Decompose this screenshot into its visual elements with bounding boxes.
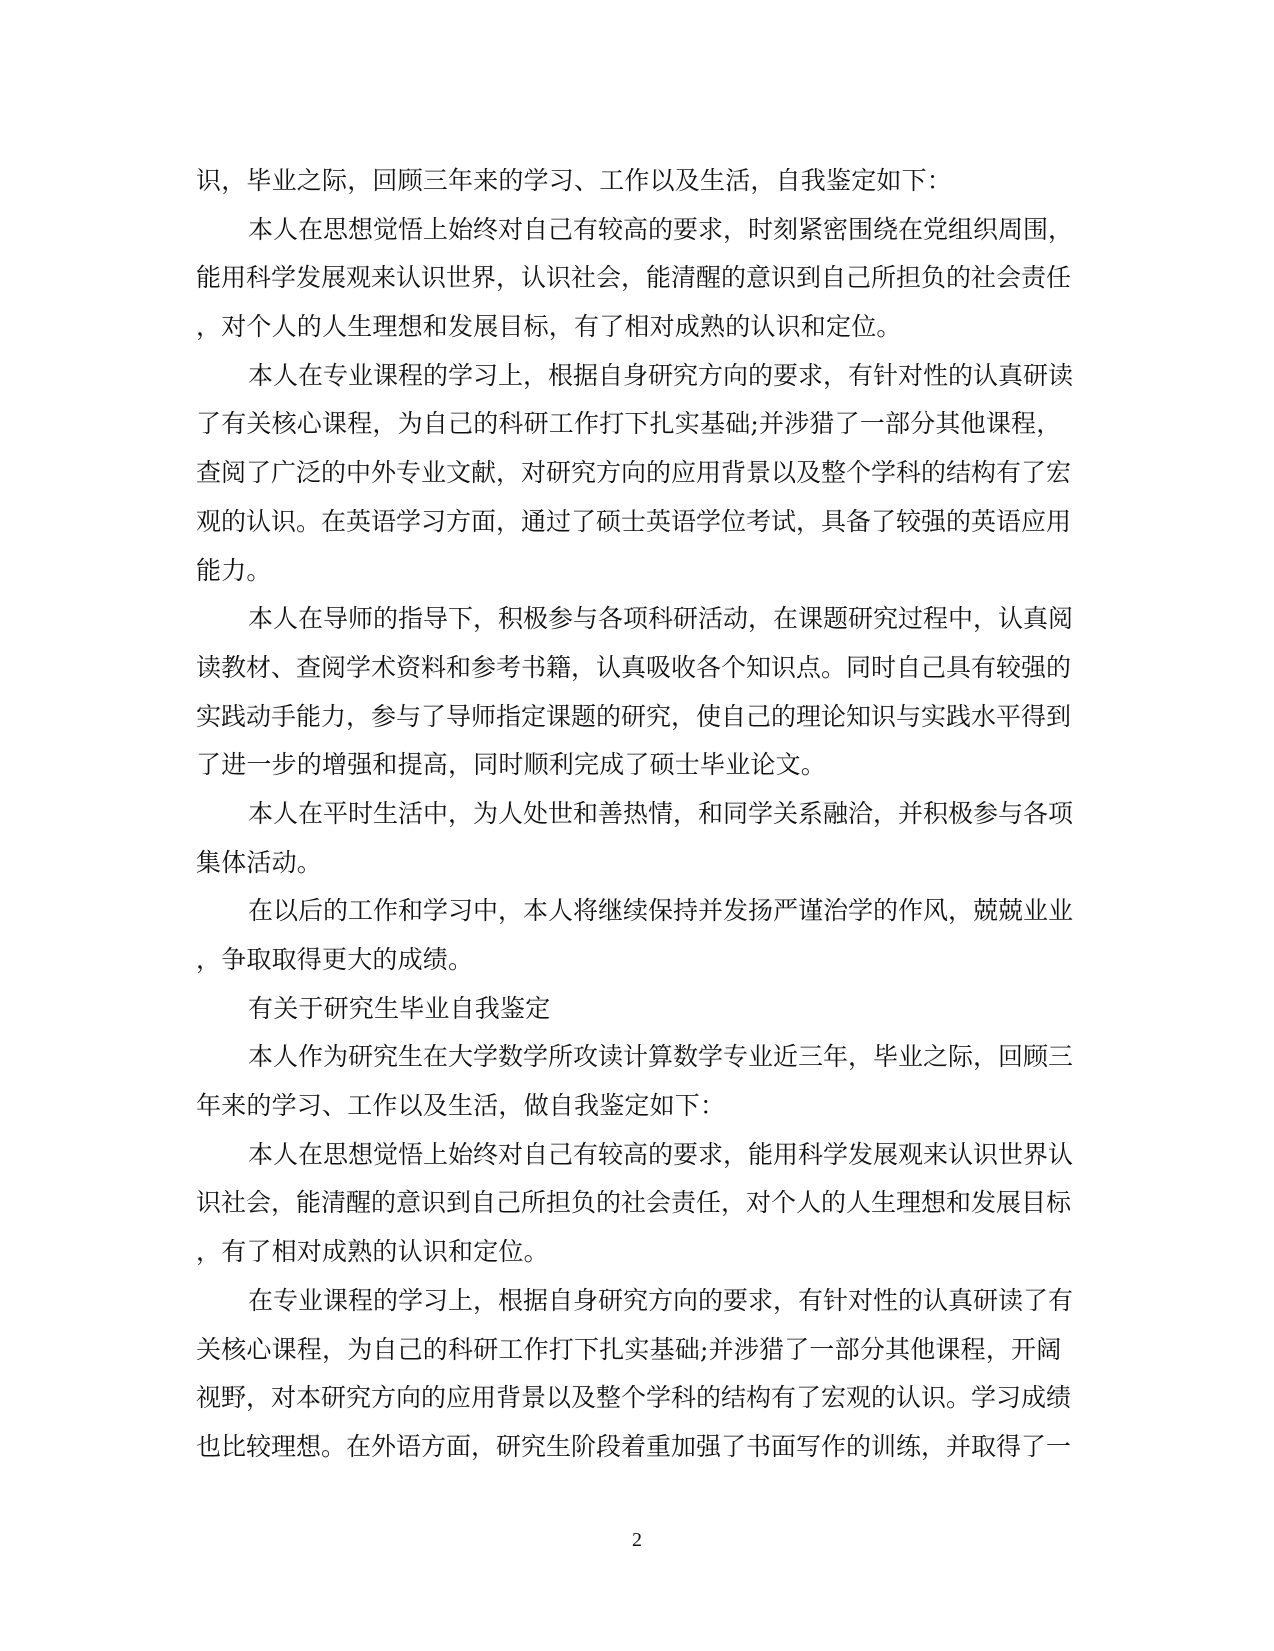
text-line: 本人在思想觉悟上始终对自己有较高的要求，时刻紧密围绕在党组织周围， <box>248 214 1074 244</box>
text-line: 年来的学习、工作以及生活，做自我鉴定如下： <box>196 1091 726 1121</box>
text-line: 本人在平时生活中，为人处世和善热情，和同学关系融洽，并积极参与各项 <box>248 798 1074 828</box>
text-line: 识社会，能清醒的意识到自己所担负的社会责任，对个人的人生理想和发展目标 <box>196 1188 1072 1218</box>
text-line: ，有了相对成熟的认识和定位。 <box>196 1237 549 1267</box>
text-line: 也比较理想。在外语方面，研究生阶段着重加强了书面写作的训练，并取得了一 <box>196 1431 1072 1461</box>
text-line: 在以后的工作和学习中，本人将继续保持并发扬严谨治学的作风，兢兢业业 <box>248 896 1074 926</box>
text-line: 读教材、查阅学术资料和参考书籍，认真吸收各个知识点。同时自己具有较强的 <box>196 652 1072 682</box>
text-line: 集体活动。 <box>196 847 323 877</box>
document-body <box>196 157 1076 1472</box>
text-line: 识，毕业之际，回顾三年来的学习、工作以及生活，自我鉴定如下： <box>196 166 953 195</box>
text-line: 本人在思想觉悟上始终对自己有较高的要求，能用科学发展观来认识世界认 <box>248 1139 1074 1169</box>
text-line: ，对个人的人生理想和发展目标，有了相对成熟的认识和定位。 <box>196 312 902 342</box>
text-line: 在专业课程的学习上，根据自身研究方向的要求，有针对性的认真研读了有 <box>248 1285 1074 1315</box>
text-line: 了有关核心课程，为自己的科研工作打下扎实基础;并涉猎了一部分其他课程， <box>196 409 1062 439</box>
text-line: 能力。 <box>196 555 272 585</box>
text-line: 本人在专业课程的学习上，根据自身研究方向的要求，有针对性的认真研读 <box>248 360 1074 390</box>
text-line: 有关于研究生毕业自我鉴定 <box>248 993 551 1023</box>
text-line: 实践动手能力，参与了导师指定课题的研究，使自己的理论知识与实践水平得到 <box>196 701 1072 731</box>
page-number: 2 <box>632 1529 642 1551</box>
text-line: 本人作为研究生在大学数学所攻读计算数学专业近三年，毕业之际，回顾三 <box>248 1042 1074 1072</box>
text-line: 关核心课程，为自己的科研工作打下扎实基础;并涉猎了一部分其他课程，开阔 <box>196 1334 1062 1364</box>
text-line: 能用科学发展观来认识世界，认识社会，能清醒的意识到自己所担负的社会责任 <box>196 263 1072 293</box>
text-line: 查阅了广泛的中外专业文献，对研究方向的应用背景以及整个学科的结构有了宏 <box>196 458 1072 488</box>
text-line: 视野，对本研究方向的应用背景以及整个学科的结构有了宏观的认识。学习成绩 <box>196 1383 1072 1413</box>
text-line: ，争取取得更大的成绩。 <box>196 945 474 974</box>
text-line: 本人在导师的指导下，积极参与各项科研活动，在课题研究过程中，认真阅 <box>248 604 1074 634</box>
text-line: 了进一步的增强和提高，同时顺利完成了硕士毕业论文。 <box>196 750 827 780</box>
text-line: 观的认识。在英语学习方面，通过了硕士英语学位考试，具备了较强的英语应用 <box>196 506 1072 536</box>
